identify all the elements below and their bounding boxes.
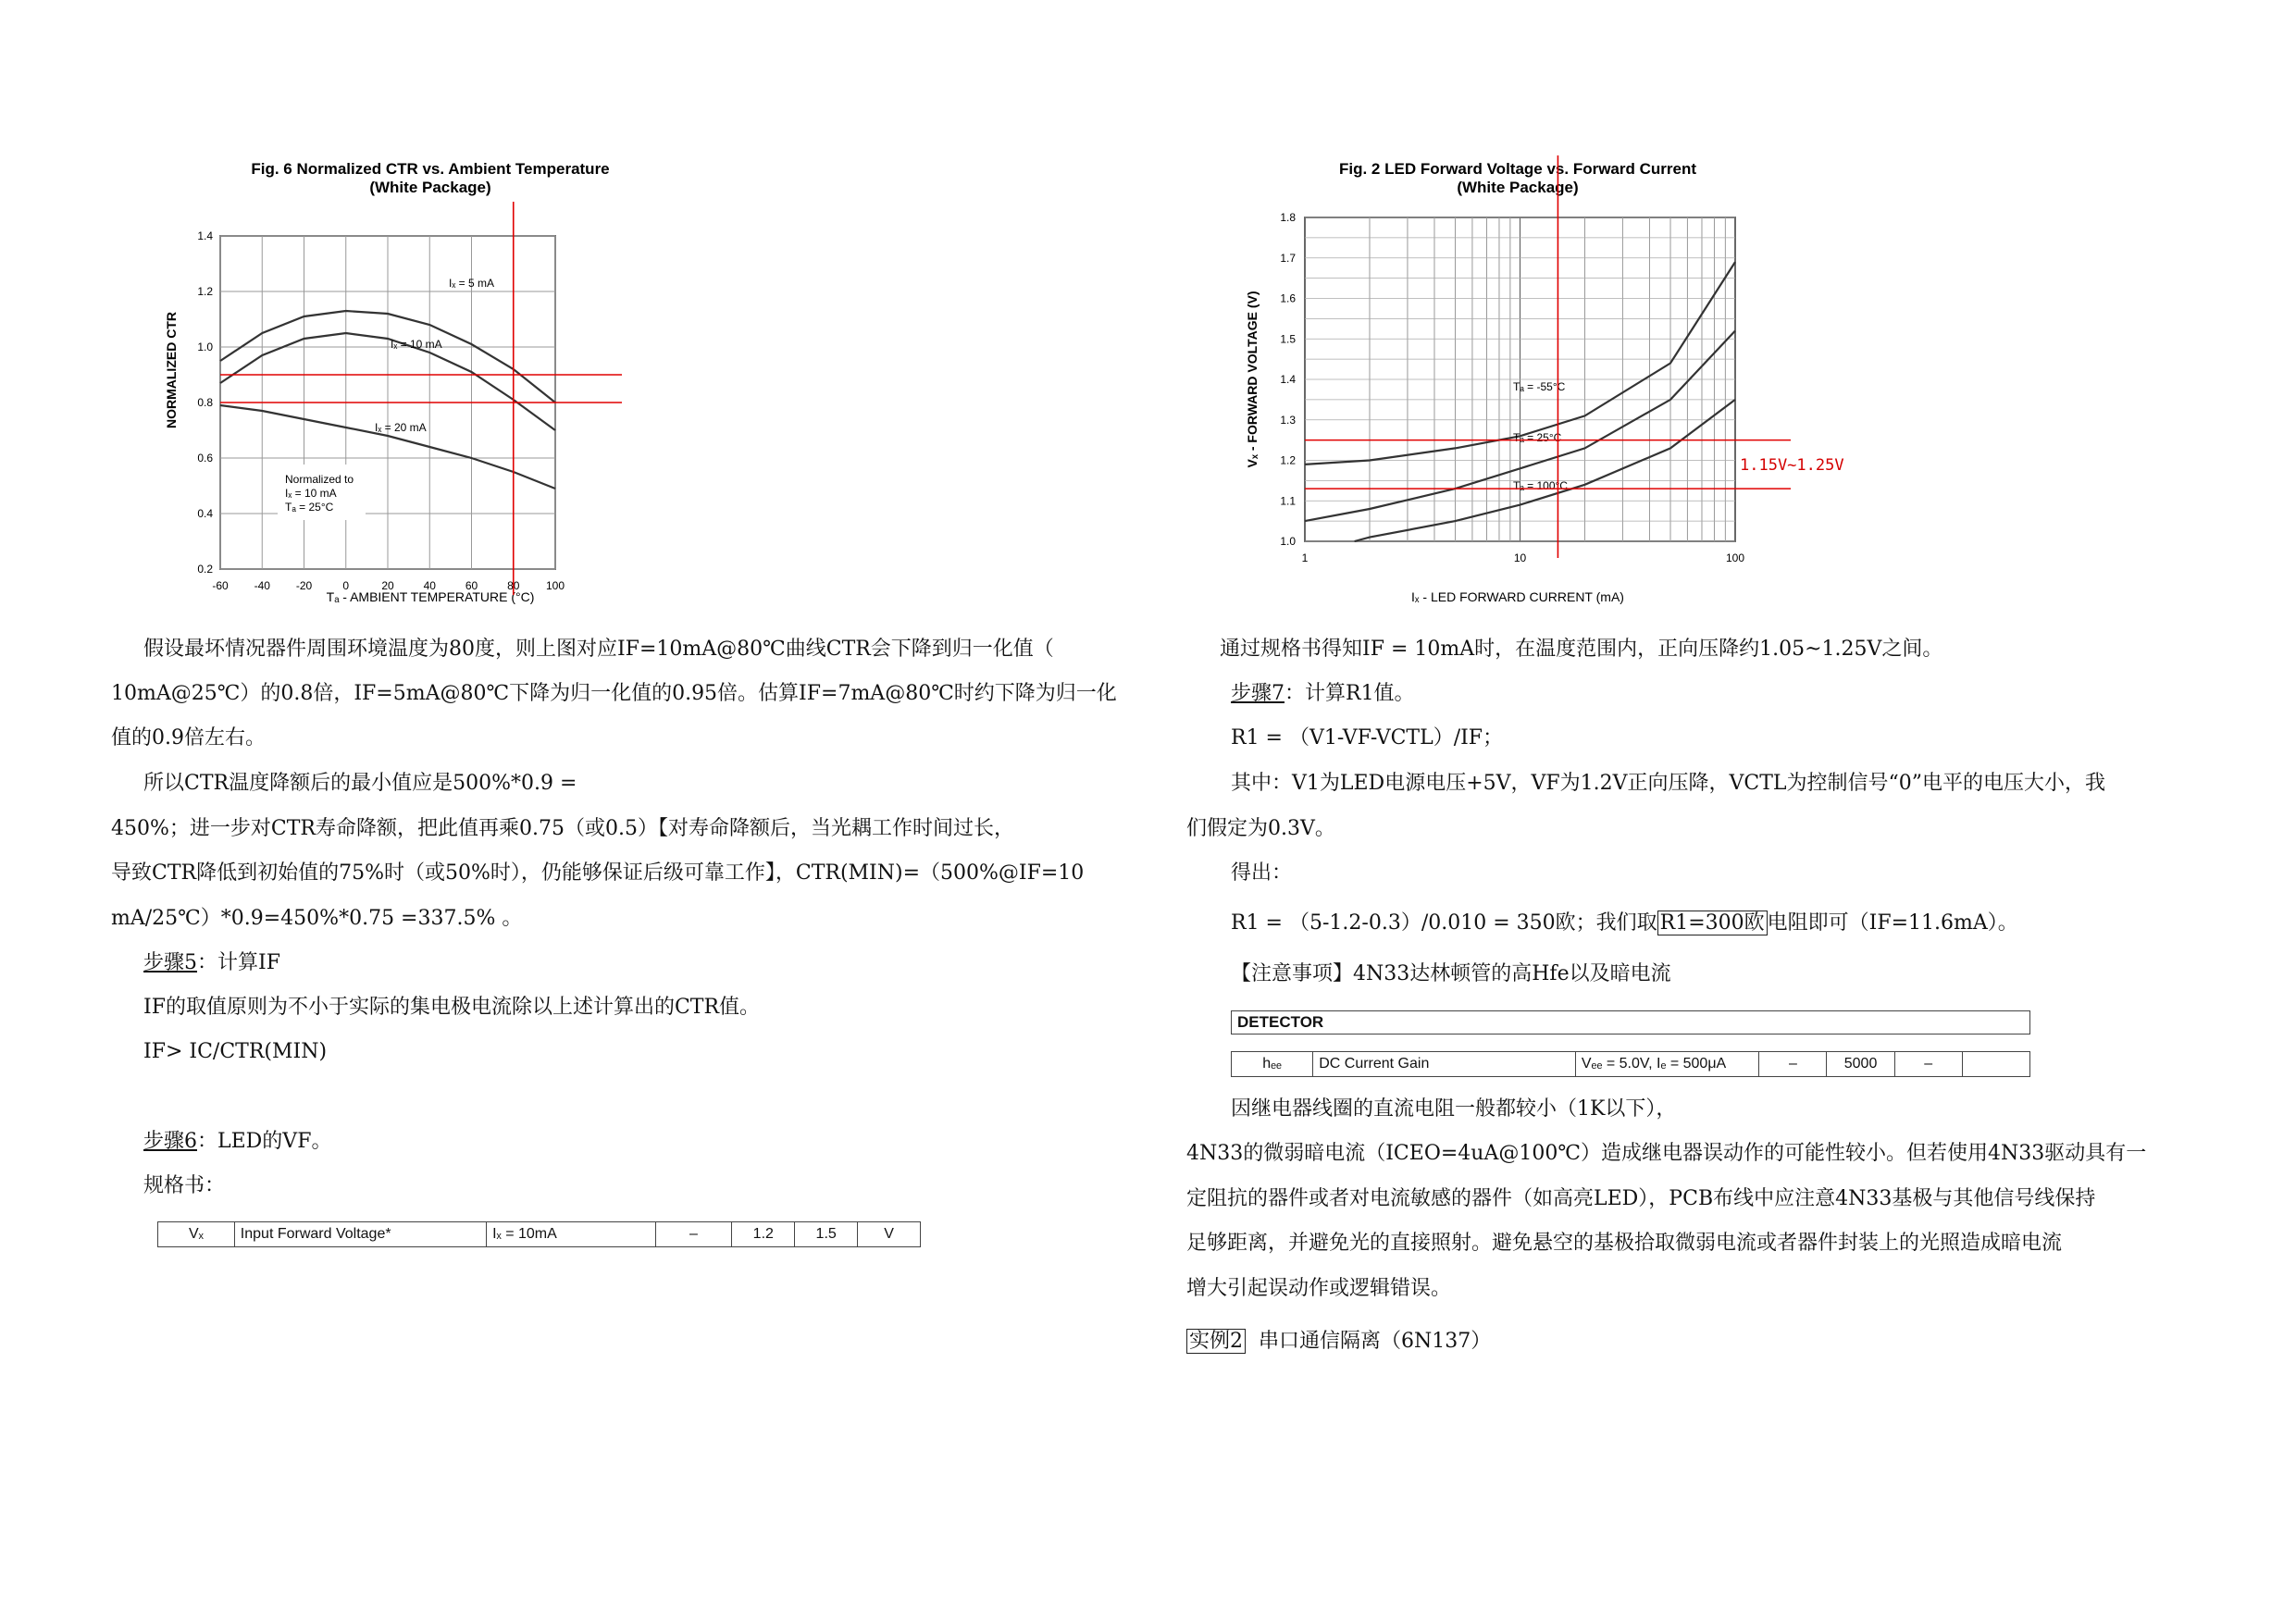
table-row (158, 1222, 921, 1247)
fig6-xtick-label: 20 (381, 579, 394, 592)
left-p2-line2: 450%；进一步对CTR寿命降额，把此值再乘0.75（或0.5）【对寿命降额后，当光耦工作时间过长， (111, 817, 1014, 840)
fig2-annotation: 1.15V~1.25V (1740, 456, 1844, 475)
vf-unit: V (858, 1222, 921, 1247)
spec-label: 规格书： (143, 1174, 226, 1197)
fig2-series-line-2 (1355, 400, 1735, 541)
fig2-chart (1231, 148, 1860, 611)
fig2-ytick-label: 1.6 (1280, 291, 1296, 305)
step5-text: ：计算IF (197, 951, 280, 974)
step7-text: ：计算R1值。 (1285, 682, 1415, 705)
fig2-curve-label-25: Tₐ = 25°C (1513, 431, 1562, 444)
vf-symbol: Vₓ (158, 1222, 235, 1247)
fig2-ytick-label: 1.0 (1280, 535, 1296, 548)
where-line1: 其中：V1为LED电源电压+5V，VF为1.2V正向压降，VCTL为控制信号“0”电平的电压大小，我 (1231, 772, 2106, 795)
hfe-param: DC Current Gain (1313, 1052, 1576, 1077)
fig6-xtick-label: 0 (342, 579, 350, 592)
fig6-note-line1: Normalized to (285, 473, 354, 486)
r1-choice-box: R1=300欧 (1657, 911, 1768, 935)
right-p2-line5: 增大引起误动作或逻辑错误。 (1186, 1277, 1452, 1300)
fig2-curve-label-100: Tₐ = 100°C (1513, 479, 1568, 492)
fig2-ytick-label: 1.1 (1280, 494, 1296, 508)
right-p2-line1: 因继电器线圈的直流电阻一般都较小（1K以下）， (1231, 1097, 1677, 1121)
hfe-spec-table (1231, 1051, 2030, 1077)
left-p1-line1: 假设最坏情况器件周围环境温度为80度，则上图对应IF=10mA@80℃曲线CTR会下降到归一化值（ (143, 638, 1054, 661)
fig6-ylabel: NORMALIZED CTR (164, 312, 179, 428)
left-p1-line3: 值的0.9倍左右。 (111, 726, 266, 750)
fig2-ytick-label: 1.8 (1280, 211, 1296, 224)
r1-calc (1231, 910, 2018, 937)
hfe-condition: Vₑₑ = 5.0V, Iₑ = 500μA (1575, 1052, 1758, 1077)
fig6-ytick-label: 1.2 (197, 285, 213, 298)
fig6-title: Fig. 6 Normalized CTR vs. Ambient Temperature (251, 160, 610, 178)
get-label: 得出： (1231, 861, 1293, 885)
fig6-ytick-label: 0.4 (197, 507, 213, 520)
vf-param: Input Forward Voltage* (234, 1222, 486, 1247)
where-line2: 们假定为0.3V。 (1186, 817, 1335, 840)
fig6-xtick-label: 100 (545, 579, 565, 592)
fig6-ytick-label: 1.0 (197, 341, 213, 353)
fig6-curve-label-20ma: Iₓ = 20 mA (375, 421, 427, 434)
fig6-note-line3: Tₐ = 25°C (285, 501, 334, 514)
step5-label: 步骤5 (143, 951, 197, 974)
table-row (1232, 1052, 2030, 1077)
step6-text: ：LED的VF。 (197, 1130, 332, 1153)
hfe-max: – (1894, 1052, 1962, 1077)
fig6-note-line2: Iₓ = 10 mA (285, 487, 337, 500)
fig2-curve-label-m55: Tₐ = -55°C (1513, 380, 1566, 393)
fig6-xtick-label: -60 (212, 579, 229, 592)
right-p2-line4: 足够距离，并避免光的直接照射。避免悬空的基极拾取微弱电流或者器件封装上的光照造成暗电流 (1186, 1232, 2063, 1255)
step5-heading (143, 949, 280, 977)
vf-condition: Iₓ = 10mA (487, 1222, 656, 1247)
fig2-title: Fig. 2 LED Forward Voltage vs. Forward Current (1338, 160, 1697, 178)
detector-header (1231, 1010, 2030, 1035)
left-p2-line4: mA/25℃）*0.9=450%*0.75 =337.5% 。 (111, 907, 523, 930)
vf-spec-table (157, 1221, 921, 1247)
detector-label: DETECTOR (1237, 1013, 1324, 1031)
hfe-symbol: hₑₑ (1232, 1052, 1313, 1077)
example-heading (1186, 1328, 1491, 1356)
fig6-ytick-label: 1.4 (197, 229, 213, 242)
fig2-ytick-label: 1.4 (1280, 373, 1296, 386)
fig2-ytick-label: 1.7 (1280, 251, 1296, 265)
right-p2-line3: 定阻抗的器件或者对电流敏感的器件（如高亮LED），PCB布线中应注意4N33基极与其他信号线保持 (1186, 1187, 2096, 1210)
vf-max: 1.5 (795, 1222, 858, 1247)
r1-calc-b: 电阻即可（IF=11.6mA）。 (1767, 911, 2018, 935)
example-box: 实例2 (1186, 1329, 1246, 1354)
step6-label: 步骤6 (143, 1130, 197, 1153)
fig2-ylabel: Vₓ - FORWARD VOLTAGE (V) (1245, 291, 1260, 468)
step7-heading (1231, 680, 1415, 708)
fig6-ytick-label: 0.8 (197, 396, 213, 409)
fig6-xtick-label: -20 (295, 579, 313, 592)
step7-label: 步骤7 (1231, 682, 1285, 705)
fig6-ytick-label: 0.6 (197, 452, 213, 465)
fig2-ytick-label: 1.5 (1280, 332, 1296, 346)
hfe-typ: 5000 (1827, 1052, 1894, 1077)
r1-formula: R1 = （V1-VF-VCTL）/IF； (1231, 726, 1504, 750)
vf-min: – (655, 1222, 732, 1247)
left-p2-line3: 导致CTR降低到初始值的75%时（或50%时），仍能够保证后级可靠工作】，CTR(MIN)=（500%@IF=10 (111, 861, 1085, 885)
fig6-subtitle: (White Package) (369, 179, 491, 196)
left-p1-line2: 10mA@25℃）的0.8倍，IF=5mA@80℃下降为归一化值的0.95倍。估算IF=7mA@80℃时约下降为归一化 (111, 682, 1117, 705)
fig6-xtick-label: 80 (507, 579, 520, 592)
fig6-xtick-label: 60 (465, 579, 478, 592)
left-p2-line1: 所以CTR温度降额后的最小值应是500%*0.9 = (143, 772, 577, 795)
fig2-xlabel: Iₓ - LED FORWARD CURRENT (mA) (1411, 589, 1624, 604)
fig2-ytick-label: 1.2 (1280, 453, 1296, 467)
fig6-curve-label-10ma: Iₓ = 10 mA (391, 338, 442, 351)
right-p1: 通过规格书得知IF = 10mA时，在温度范围内，正向压降约1.05~1.25V之间。 (1220, 638, 1943, 661)
hfe-unit (1962, 1052, 2029, 1077)
fig2-ytick-label: 1.3 (1280, 413, 1296, 427)
fig6-ytick-label: 0.2 (197, 563, 213, 576)
fig6-xtick-label: 40 (423, 579, 436, 592)
hfe-min: – (1759, 1052, 1827, 1077)
if-rule: IF的取值原则为不小于实际的集电极电流除以上述计算出的CTR值。 (143, 996, 761, 1019)
fig2-xtick-label: 1 (1301, 551, 1309, 564)
fig2-xtick-label: 10 (1513, 551, 1527, 564)
r1-calc-a: R1 = （5-1.2-0.3）/0.010 = 350欧；我们取 (1231, 911, 1657, 935)
fig2-subtitle: (White Package) (1457, 179, 1579, 196)
right-p2-line2: 4N33的微弱暗电流（ICEO=4uA@100℃）造成继电器误动作的可能性较小。但若使用4N33驱动具有一 (1186, 1142, 2147, 1165)
note-title: 【注意事项】4N33达林顿管的高Hfe以及暗电流 (1231, 962, 1671, 985)
vf-typ: 1.2 (732, 1222, 795, 1247)
fig6-xlabel: Tₐ - AMBIENT TEMPERATURE (°C) (326, 589, 535, 604)
fig6-chart (148, 148, 722, 611)
step6-heading (143, 1128, 331, 1156)
fig2-xtick-label: 100 (1725, 551, 1745, 564)
fig6-xtick-label: -40 (254, 579, 270, 592)
if-formula: IF> IC/CTR(MIN) (143, 1040, 328, 1063)
fig6-curve-label-5ma: Iₓ = 5 mA (449, 277, 494, 290)
example-text: 串口通信隔离（6N137） (1246, 1330, 1492, 1353)
